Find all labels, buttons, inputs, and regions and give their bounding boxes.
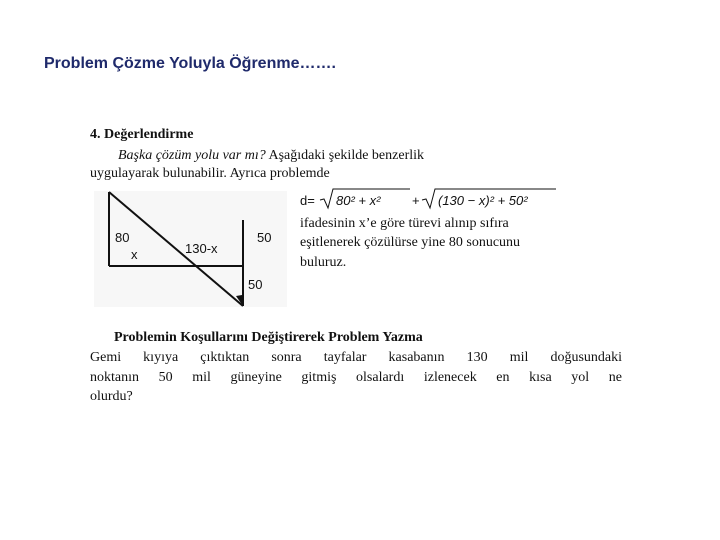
section-heading-evaluation: 4. Değerlendirme <box>90 127 194 142</box>
question-rest: Aşağıdaki şekilde benzerlik <box>268 148 425 163</box>
formula-desc-line-2: eşitlenerek çözülürse yine 80 sonucunu <box>300 235 521 250</box>
similar-triangles-figure <box>93 190 288 308</box>
formula-desc-line-3: buluruz. <box>300 255 347 270</box>
rewrite-line-1: Gemi kıyıya çıktıktan sonra tayfalar kasabanın 130 mil doğusundaki <box>90 350 622 365</box>
label-130-x: 130-x <box>185 241 218 256</box>
question-line <box>118 148 424 164</box>
distance-formula <box>300 186 560 212</box>
label-x: x <box>131 247 138 262</box>
formula-term-2: (130 − x)² + 50² <box>438 193 528 208</box>
label-50-top: 50 <box>257 230 272 245</box>
formula-term-1: 80² + x² <box>336 193 381 208</box>
rewrite-line-3: olurdu? <box>90 389 133 404</box>
formula-plus: + <box>412 193 420 208</box>
question-italic: Başka çözüm yolu var mı? <box>118 148 266 163</box>
label-50-bottom: 50 <box>248 277 263 292</box>
label-80: 80 <box>115 230 130 245</box>
formula-desc-line-1: ifadesinin x’e göre türevi alınıp sıfıra <box>300 216 509 231</box>
rewrite-line-2: noktanın 50 mil güneyine gitmiş olsalardı izlenecek en kısa yol ne <box>90 370 622 385</box>
section-heading-rewrite: Problemin Koşullarını Değiştirerek Problem Yazma <box>114 330 423 345</box>
slide-title: Problem Çözme Yoluyla Öğrenme……. <box>44 55 336 72</box>
body-line-2: uygulayarak bulunabilir. Ayrıca problemde <box>90 166 330 181</box>
formula-prefix: d= <box>300 193 315 208</box>
